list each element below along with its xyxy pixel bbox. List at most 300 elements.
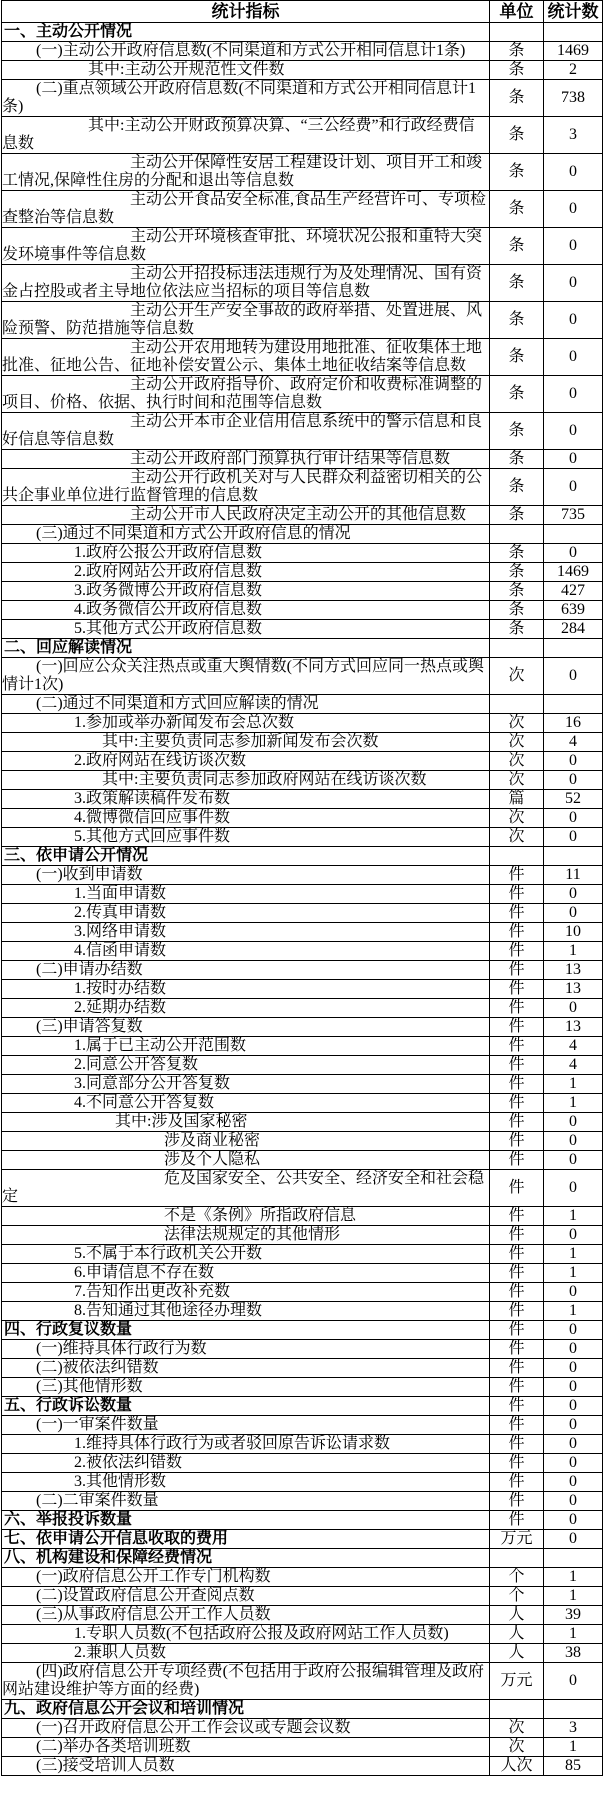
table-row (2, 1340, 603, 1359)
indicator-cell: 法律法规规定的其他情形 (2, 1226, 490, 1245)
count-cell (544, 1700, 603, 1719)
count-cell: 0 (544, 1359, 603, 1378)
count-cell: 0 (544, 1473, 603, 1492)
table-row (2, 265, 603, 302)
unit-cell: 件 (490, 904, 544, 923)
indicator-cell: 4.信函申请数 (2, 942, 490, 961)
count-cell: 0 (544, 658, 603, 695)
count-cell: 0 (544, 1663, 603, 1700)
unit-cell: 条 (490, 302, 544, 339)
count-cell: 0 (544, 1170, 603, 1207)
count-cell: 0 (544, 376, 603, 413)
count-cell: 1 (544, 1264, 603, 1283)
count-cell: 4 (544, 733, 603, 752)
count-cell: 1 (544, 1094, 603, 1113)
unit-cell: 件 (490, 885, 544, 904)
unit-cell: 条 (490, 469, 544, 506)
indicator-cell: 四、行政复议数量 (2, 1321, 490, 1340)
unit-cell: 条 (490, 61, 544, 80)
unit-cell (490, 525, 544, 544)
unit-cell: 条 (490, 506, 544, 525)
indicator-cell: (一)一审案件数量 (2, 1416, 490, 1435)
table-row (2, 1492, 603, 1511)
unit-cell: 条 (490, 228, 544, 265)
table-row (2, 1625, 603, 1644)
indicator-cell: 主动公开行政机关对与人民群众利益密切相关的公共企事业单位进行监督管理的信息数 (2, 469, 490, 506)
statistics-table (1, 0, 603, 1776)
unit-cell: 条 (490, 42, 544, 61)
indicator-cell: (二)被依法纠错数 (2, 1359, 490, 1378)
count-cell: 13 (544, 1018, 603, 1037)
table-row (2, 302, 603, 339)
indicator-cell: 八、机构建设和保障经费情况 (2, 1549, 490, 1568)
header-row (2, 1, 603, 23)
unit-cell: 件 (490, 1018, 544, 1037)
count-cell: 1 (544, 1302, 603, 1321)
count-cell: 1 (544, 1568, 603, 1587)
count-cell: 0 (544, 1226, 603, 1245)
table-row (2, 80, 603, 117)
unit-cell: 次 (490, 1719, 544, 1738)
unit-cell: 件 (490, 1397, 544, 1416)
count-cell (544, 639, 603, 658)
count-cell: 10 (544, 923, 603, 942)
unit-cell (490, 847, 544, 866)
indicator-cell: 九、政府信息公开会议和培训情况 (2, 1700, 490, 1719)
table-row (2, 1226, 603, 1245)
unit-cell: 件 (490, 1075, 544, 1094)
table-row (2, 1132, 603, 1151)
indicator-cell: 2.兼职人员数 (2, 1644, 490, 1663)
indicator-cell: 5.其他方式回应事件数 (2, 828, 490, 847)
count-cell: 1469 (544, 563, 603, 582)
indicator-cell: (一)收到申请数 (2, 866, 490, 885)
count-cell (544, 1549, 603, 1568)
count-cell: 1469 (544, 42, 603, 61)
count-cell: 0 (544, 339, 603, 376)
indicator-cell: (二)重点领域公开政府信息数(不同渠道和方式公开相同信息计1条) (2, 80, 490, 117)
indicator-cell: (二)通过不同渠道和方式回应解读的情况 (2, 695, 490, 714)
table-row (2, 771, 603, 790)
indicator-cell: 其中:主动公开财政预算决算、“三公经费”和行政经费信息数 (2, 117, 490, 154)
table-row (2, 942, 603, 961)
indicator-cell: 主动公开招投标违法违规行为及处理情况、国有资金占控股或者主导地位依法应当招标的项目等信息数 (2, 265, 490, 302)
indicator-cell: 1.属于已主动公开范围数 (2, 1037, 490, 1056)
count-cell: 11 (544, 866, 603, 885)
table-row (2, 1302, 603, 1321)
unit-cell: 件 (490, 1302, 544, 1321)
count-cell: 0 (544, 1283, 603, 1302)
count-cell: 0 (544, 809, 603, 828)
unit-cell: 次 (490, 752, 544, 771)
count-cell: 0 (544, 469, 603, 506)
indicator-cell: 3.网络申请数 (2, 923, 490, 942)
table-row (2, 23, 603, 42)
unit-cell: 条 (490, 582, 544, 601)
count-cell (544, 695, 603, 714)
count-cell: 0 (544, 771, 603, 790)
table-row (2, 339, 603, 376)
table-row (2, 733, 603, 752)
unit-cell: 人 (490, 1606, 544, 1625)
unit-cell: 万元 (490, 1530, 544, 1549)
unit-cell (490, 1549, 544, 1568)
indicator-cell: 2.同意公开答复数 (2, 1056, 490, 1075)
table-row (2, 658, 603, 695)
indicator-cell: 1.专职人员数(不包括政府公报及政府网站工作人员数) (2, 1625, 490, 1644)
count-cell (544, 525, 603, 544)
count-cell: 639 (544, 601, 603, 620)
table-row (2, 752, 603, 771)
indicator-cell: 1.政府公报公开政府信息数 (2, 544, 490, 563)
table-row (2, 1378, 603, 1397)
count-cell: 0 (544, 1113, 603, 1132)
unit-cell: 件 (490, 1207, 544, 1226)
table-row (2, 1530, 603, 1549)
count-cell: 427 (544, 582, 603, 601)
unit-cell (490, 639, 544, 658)
count-cell: 0 (544, 1416, 603, 1435)
table-row (2, 866, 603, 885)
unit-cell: 个 (490, 1587, 544, 1606)
table-row (2, 1321, 603, 1340)
indicator-cell: 二、回应解读情况 (2, 639, 490, 658)
unit-cell: 条 (490, 376, 544, 413)
indicator-cell: 主动公开食品安全标准,食品生产经营许可、专项检查整治等信息数 (2, 191, 490, 228)
table-row (2, 1207, 603, 1226)
indicator-cell: 4.微博微信回应事件数 (2, 809, 490, 828)
indicator-cell: 8.告知通过其他途径办理数 (2, 1302, 490, 1321)
unit-cell: 件 (490, 1170, 544, 1207)
table-row (2, 847, 603, 866)
indicator-cell: (一)回应公众关注热点或重大舆情数(不同方式回应同一热点或舆情计1次) (2, 658, 490, 695)
indicator-cell: 主动公开政府指导价、政府定价和收费标准调整的项目、价格、依据、执行时间和范围等信息数 (2, 376, 490, 413)
table-row (2, 228, 603, 265)
indicator-cell: 涉及商业秘密 (2, 1132, 490, 1151)
indicator-cell: 不是《条例》所指政府信息 (2, 1207, 490, 1226)
count-cell: 0 (544, 450, 603, 469)
table-row (2, 1151, 603, 1170)
unit-cell: 件 (490, 1454, 544, 1473)
table-row (2, 506, 603, 525)
indicator-cell: (二)二审案件数量 (2, 1492, 490, 1511)
table-row (2, 1075, 603, 1094)
table-row (2, 790, 603, 809)
indicator-cell: 三、依申请公开情况 (2, 847, 490, 866)
table-row (2, 1094, 603, 1113)
table-row (2, 191, 603, 228)
indicator-cell: 主动公开市人民政府决定主动公开的其他信息数 (2, 506, 490, 525)
count-cell: 52 (544, 790, 603, 809)
unit-cell: 件 (490, 1151, 544, 1170)
indicator-cell: 2.政府网站公开政府信息数 (2, 563, 490, 582)
table-row (2, 1663, 603, 1700)
count-cell: 1 (544, 1738, 603, 1757)
unit-cell: 件 (490, 1359, 544, 1378)
count-cell: 0 (544, 999, 603, 1018)
count-cell: 0 (544, 885, 603, 904)
indicator-cell: 主动公开农用地转为建设用地批准、征收集体土地批准、征地公告、征地补偿安置公示、集体土地征收结案等信息数 (2, 339, 490, 376)
unit-cell: 件 (490, 1492, 544, 1511)
unit-cell: 条 (490, 563, 544, 582)
indicator-cell: (一)政府信息公开工作专门机构数 (2, 1568, 490, 1587)
indicator-cell: 其中:主动公开规范性文件数 (2, 61, 490, 80)
unit-cell: 次 (490, 658, 544, 695)
table-row (2, 999, 603, 1018)
table-row (2, 828, 603, 847)
indicator-cell: 涉及个人隐私 (2, 1151, 490, 1170)
count-cell: 85 (544, 1757, 603, 1776)
indicator-cell: 主动公开政府部门预算执行审计结果等信息数 (2, 450, 490, 469)
indicator-cell: 六、举报投诉数量 (2, 1511, 490, 1530)
unit-cell: 件 (490, 980, 544, 999)
indicator-cell: (二)举办各类培训班数 (2, 1738, 490, 1757)
unit-cell: 次 (490, 1738, 544, 1757)
col-header-count: 统计数 (544, 1, 603, 23)
count-cell: 0 (544, 752, 603, 771)
table-row (2, 885, 603, 904)
table-row (2, 1587, 603, 1606)
table-header (2, 1, 603, 23)
indicator-cell: 2.传真申请数 (2, 904, 490, 923)
unit-cell: 件 (490, 1264, 544, 1283)
unit-cell: 人 (490, 1625, 544, 1644)
count-cell: 38 (544, 1644, 603, 1663)
count-cell: 0 (544, 1321, 603, 1340)
count-cell: 3 (544, 1719, 603, 1738)
table-row (2, 1549, 603, 1568)
indicator-cell: 2.被依法纠错数 (2, 1454, 490, 1473)
indicator-cell: (三)接受培训人员数 (2, 1757, 490, 1776)
count-cell: 0 (544, 1530, 603, 1549)
unit-cell (490, 23, 544, 42)
table-row (2, 904, 603, 923)
indicator-cell: (三)从事政府信息公开工作人员数 (2, 1606, 490, 1625)
count-cell: 0 (544, 265, 603, 302)
indicator-cell: 其中:主要负责同志参加新闻发布会次数 (2, 733, 490, 752)
table-row (2, 1568, 603, 1587)
count-cell: 0 (544, 1378, 603, 1397)
unit-cell: 次 (490, 809, 544, 828)
indicator-cell: 3.政务微博公开政府信息数 (2, 582, 490, 601)
table-row (2, 1283, 603, 1302)
table-row (2, 42, 603, 61)
unit-cell: 件 (490, 1435, 544, 1454)
count-cell: 0 (544, 1492, 603, 1511)
indicator-cell: 5.其他方式公开政府信息数 (2, 620, 490, 639)
table-row (2, 1606, 603, 1625)
table-row (2, 450, 603, 469)
unit-cell: 条 (490, 339, 544, 376)
indicator-cell: 一、主动公开情况 (2, 23, 490, 42)
table-row (2, 582, 603, 601)
unit-cell: 件 (490, 1132, 544, 1151)
indicator-cell: 3.其他情形数 (2, 1473, 490, 1492)
unit-cell: 条 (490, 80, 544, 117)
table-row (2, 923, 603, 942)
indicator-cell: 4.不同意公开答复数 (2, 1094, 490, 1113)
unit-cell: 件 (490, 942, 544, 961)
count-cell: 13 (544, 980, 603, 999)
table-row (2, 413, 603, 450)
count-cell: 1 (544, 1207, 603, 1226)
count-cell: 0 (544, 904, 603, 923)
count-cell (544, 847, 603, 866)
indicator-cell: 主动公开本市企业信用信息系统中的警示信息和良好信息等信息数 (2, 413, 490, 450)
table-row (2, 980, 603, 999)
table-row (2, 809, 603, 828)
indicator-cell: 2.延期办结数 (2, 999, 490, 1018)
table-row (2, 117, 603, 154)
table-row (2, 695, 603, 714)
table-row (2, 1435, 603, 1454)
unit-cell: 件 (490, 923, 544, 942)
unit-cell: 条 (490, 117, 544, 154)
indicator-cell: 七、依申请公开信息收取的费用 (2, 1530, 490, 1549)
table-row (2, 1359, 603, 1378)
unit-cell: 条 (490, 450, 544, 469)
unit-cell: 件 (490, 1378, 544, 1397)
unit-cell: 条 (490, 265, 544, 302)
unit-cell: 条 (490, 544, 544, 563)
unit-cell: 件 (490, 1113, 544, 1132)
unit-cell: 条 (490, 413, 544, 450)
unit-cell: 条 (490, 601, 544, 620)
count-cell: 1 (544, 1587, 603, 1606)
count-cell: 0 (544, 1132, 603, 1151)
count-cell: 39 (544, 1606, 603, 1625)
count-cell: 738 (544, 80, 603, 117)
unit-cell: 次 (490, 733, 544, 752)
unit-cell: 万元 (490, 1663, 544, 1700)
count-cell: 0 (544, 544, 603, 563)
unit-cell: 件 (490, 866, 544, 885)
count-cell: 0 (544, 828, 603, 847)
table-row (2, 961, 603, 980)
unit-cell: 次 (490, 714, 544, 733)
indicator-cell: 3.同意部分公开答复数 (2, 1075, 490, 1094)
table-row (2, 525, 603, 544)
count-cell: 0 (544, 1435, 603, 1454)
indicator-cell: (一)维持具体行政行为数 (2, 1340, 490, 1359)
table-row (2, 1056, 603, 1075)
table-row (2, 1018, 603, 1037)
col-header-unit: 单位 (490, 1, 544, 23)
indicator-cell: 7.告知作出更改补充数 (2, 1283, 490, 1302)
table-row (2, 1757, 603, 1776)
indicator-cell: 主动公开生产安全事故的政府举措、处置进展、风险预警、防范措施等信息数 (2, 302, 490, 339)
unit-cell: 件 (490, 1473, 544, 1492)
indicator-cell: 1.按时办结数 (2, 980, 490, 999)
table-row (2, 1700, 603, 1719)
count-cell: 0 (544, 413, 603, 450)
count-cell: 0 (544, 1454, 603, 1473)
table-row (2, 1113, 603, 1132)
count-cell: 2 (544, 61, 603, 80)
indicator-cell: 主动公开保障性安居工程建设计划、项目开工和竣工情况,保障性住房的分配和退出等信息数 (2, 154, 490, 191)
indicator-cell: 3.政策解读稿件发布数 (2, 790, 490, 809)
unit-cell: 次 (490, 828, 544, 847)
count-cell: 13 (544, 961, 603, 980)
unit-cell: 件 (490, 1245, 544, 1264)
count-cell: 284 (544, 620, 603, 639)
indicator-cell: (一)召开政府信息公开工作会议或专题会议数 (2, 1719, 490, 1738)
table-row (2, 714, 603, 733)
indicator-cell: (一)主动公开政府信息数(不同渠道和方式公开相同信息计1条) (2, 42, 490, 61)
count-cell: 0 (544, 1151, 603, 1170)
table-row (2, 1416, 603, 1435)
indicator-cell: 5.不属于本行政机关公开数 (2, 1245, 490, 1264)
indicator-cell: 其中:主要负责同志参加政府网站在线访谈次数 (2, 771, 490, 790)
count-cell: 1 (544, 942, 603, 961)
table-row (2, 154, 603, 191)
table-row (2, 61, 603, 80)
table-row (2, 1738, 603, 1757)
unit-cell (490, 695, 544, 714)
col-header-indicator: 统计指标 (2, 1, 490, 23)
indicator-cell: (二)设置政府信息公开查阅点数 (2, 1587, 490, 1606)
unit-cell: 条 (490, 154, 544, 191)
unit-cell: 件 (490, 1321, 544, 1340)
unit-cell: 件 (490, 1511, 544, 1530)
count-cell: 0 (544, 1340, 603, 1359)
unit-cell: 篇 (490, 790, 544, 809)
unit-cell: 件 (490, 999, 544, 1018)
unit-cell: 条 (490, 620, 544, 639)
unit-cell: 件 (490, 1283, 544, 1302)
table-row (2, 1397, 603, 1416)
unit-cell: 次 (490, 771, 544, 790)
count-cell (544, 23, 603, 42)
indicator-cell: (二)申请办结数 (2, 961, 490, 980)
indicator-cell: (三)申请答复数 (2, 1018, 490, 1037)
unit-cell: 件 (490, 1340, 544, 1359)
count-cell: 0 (544, 154, 603, 191)
indicator-cell: 1.参加或举办新闻发布会总次数 (2, 714, 490, 733)
unit-cell: 件 (490, 1037, 544, 1056)
indicator-cell: 五、行政诉讼数量 (2, 1397, 490, 1416)
table-row (2, 1245, 603, 1264)
count-cell: 3 (544, 117, 603, 154)
count-cell: 4 (544, 1037, 603, 1056)
table-row (2, 1037, 603, 1056)
table-row (2, 1719, 603, 1738)
count-cell: 16 (544, 714, 603, 733)
indicator-cell: 6.申请信息不存在数 (2, 1264, 490, 1283)
unit-cell: 个 (490, 1568, 544, 1587)
table-row (2, 1644, 603, 1663)
count-cell: 4 (544, 1056, 603, 1075)
table-row (2, 1454, 603, 1473)
indicator-cell: 4.政务微信公开政府信息数 (2, 601, 490, 620)
indicator-cell: (三)其他情形数 (2, 1378, 490, 1397)
unit-cell: 条 (490, 191, 544, 228)
count-cell: 0 (544, 1397, 603, 1416)
table-row (2, 1511, 603, 1530)
indicator-cell: (四)政府信息公开专项经费(不包括用于政府公报编辑管理及政府网站建设维护等方面的经费) (2, 1663, 490, 1700)
indicator-cell: 1.当面申请数 (2, 885, 490, 904)
count-cell: 1 (544, 1245, 603, 1264)
count-cell: 0 (544, 302, 603, 339)
indicator-cell: (三)通过不同渠道和方式公开政府信息的情况 (2, 525, 490, 544)
count-cell: 0 (544, 228, 603, 265)
count-cell: 0 (544, 1511, 603, 1530)
count-cell: 1 (544, 1625, 603, 1644)
unit-cell: 件 (490, 1094, 544, 1113)
table-row (2, 376, 603, 413)
indicator-cell: 1.维持具体行政行为或者驳回原告诉讼请求数 (2, 1435, 490, 1454)
count-cell: 735 (544, 506, 603, 525)
